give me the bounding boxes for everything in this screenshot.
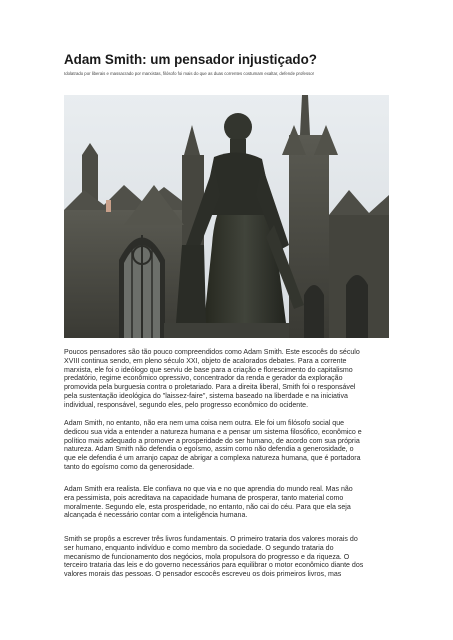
- text-line: Smith se propôs a escrever três livros fundamentais. O primeiro trataria dos valores morais do: [64, 536, 358, 543]
- paragraph: [64, 349, 389, 410]
- text-line: terceiro trataria das leis e do governo necessários para equilibrar o motor econômico diante dos: [64, 562, 364, 570]
- text-line: Adam Smith, no entanto, não era nem uma coisa nem outra. Ele foi um filósofo social que: [64, 420, 345, 427]
- text-line: predatório, regime econômico opressivo, concentrador da renda e gerador da exploração: [64, 375, 343, 383]
- text-line: moralmente. Segundo ele, esta prosperidade, no entanto, não cai do céu. Para que ela seja: [64, 503, 351, 511]
- paragraph: [64, 486, 389, 521]
- article-subtitle: Idolatrado por liberais e massacrado por marxistas, filósofo foi mais do que as duas correntes costumam exaltar, defende professor: [64, 71, 315, 76]
- text-line: XVIII continua sendo, em pleno século XXI, objeto de acalorados debates. Para a corrente: [64, 357, 347, 365]
- text-line: político mais adequado a promover a prosperidade do ser humano, de acordo com sua própria: [64, 437, 360, 445]
- text-line: mecanismo de funcionamento dos negócios, mola propulsora do progresso e da riqueza. O: [64, 553, 350, 561]
- text-line: alcançada é necessário contar com a inteligência humana.: [64, 512, 248, 520]
- text-line: tanto do egoísmo como da generosidade.: [64, 463, 195, 471]
- text-line: dedicou sua vida a entender a natureza humana e a pensar um sistema filosófico, econômico e: [64, 428, 362, 436]
- text-line: pela sustentação ideológica do "laissez-faire", sistema baseado na liberdade e na iniciativa: [64, 392, 348, 400]
- text-line: Adam Smith era realista. Ele confiava no que via e no que aprendia do mundo real. Mas não: [64, 486, 353, 493]
- text-line: Poucos pensadores são tão pouco compreendidos como Adam Smith. Este escocês do século: [64, 349, 360, 356]
- text-line: valores morais das pessoas. O pensador escocês escreveu os dois primeiros livros, mas: [64, 571, 342, 578]
- text-line: promovida pela burguesia contra o proletariado. Para a direita liberal, Smith foi o responsável: [64, 384, 356, 391]
- text-line: individual, responsável, segundo eles, pelo progresso econômico do ocidente.: [64, 401, 309, 409]
- statue-photo: [64, 95, 389, 338]
- text-line: ser humano, enquanto indivíduo e como membro da sociedade. O segundo trataria do: [64, 544, 334, 552]
- article-title: Adam Smith: um pensador injustiçado?: [64, 52, 317, 67]
- text-line: marxista, ele foi o ideólogo que serviu de base para a criação e florescimento do capitalismo: [64, 366, 353, 374]
- paragraph: [64, 536, 389, 580]
- text-line: que ele defendia é um arranjo capaz de abrigar a complexa natureza humana, que é portadora: [64, 455, 361, 462]
- paragraph: [64, 420, 389, 473]
- text-line: natureza. Adam Smith não defendia o egoísmo, assim como não defendia a generosidade, o: [64, 446, 354, 454]
- text-line: era pessimista, pois acreditava na capacidade humana de prosperar, tanto material como: [64, 494, 344, 502]
